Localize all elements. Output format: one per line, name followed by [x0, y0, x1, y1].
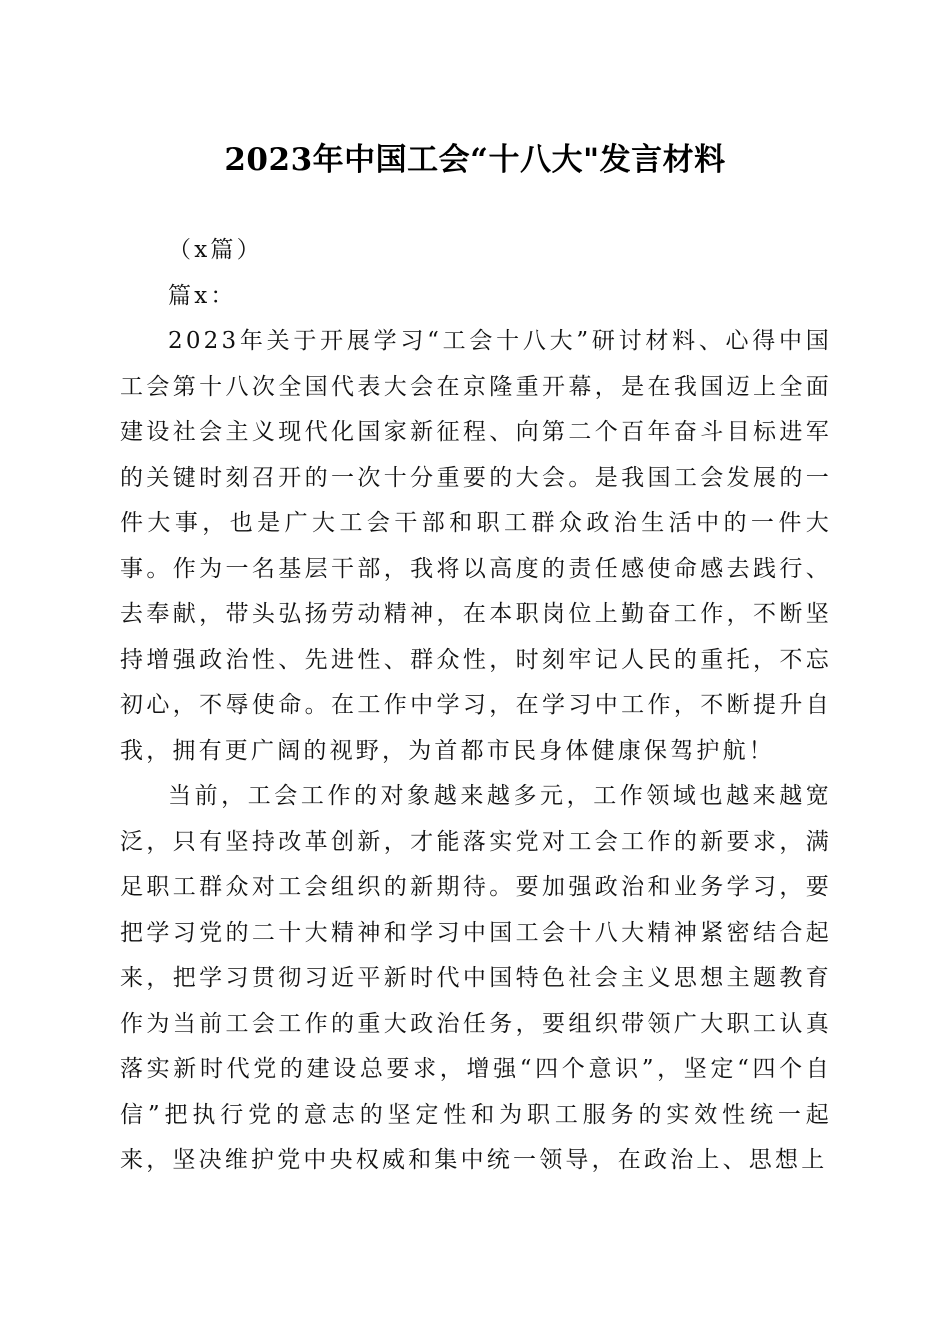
document-title: 2023年中国工会“十八大"发言材料: [224, 142, 726, 178]
section-label: 篇x：: [168, 282, 237, 309]
document-body: [120, 228, 832, 1184]
paragraph-2: 当前，工会工作的对象越来越多元，工作领域也越来越宽泛，只有坚持改革创新，才能落实党对工会工作的新要求，满足职工群众对工会组织的新期待。要加强政治和业务学习，要把学习党的二十大精神和学习中国工会十八大精神紧密结合起来，把学习贯彻习近平新时代中国特色社会主义思想主题教育作为当前工会工作的重大政治任务，要组织带领广大职工认真落实新时代党的建设总要求，增强“四个意识”，坚定“四个自信”把执行党的意志的坚定性和为职工服务的实效性统一起来，坚决维护党中央权威和集中统一领导，在政治上、思想上: [120, 783, 832, 1173]
count-note: （x篇）: [168, 237, 263, 263]
paragraph-1: 2023年关于开展学习“工会十八大”研讨材料、心得中国工会第十八次全国代表大会在京隆重开幕，是在我国迈上全面建设社会主义现代化国家新征程、向第二个百年奋斗目标进军的关键时刻召开的一次十分重要的大会。是我国工会发展的一件大事，也是广大工会干部和职工群众政治生活中的一件大事。作为一名基层干部，我将以高度的责任感使命感去践行、去奉献，带头弘扬劳动精神，在本职岗位上勤奋工作，不断坚持增强政治性、先进性、群众性，时刻牢记人民的重托，不忘初心，不辱使命。在工作中学习，在学习中工作，不断提升自我，拥有更广阔的视野，为首都市民身体健康保驾护航！: [120, 328, 832, 764]
